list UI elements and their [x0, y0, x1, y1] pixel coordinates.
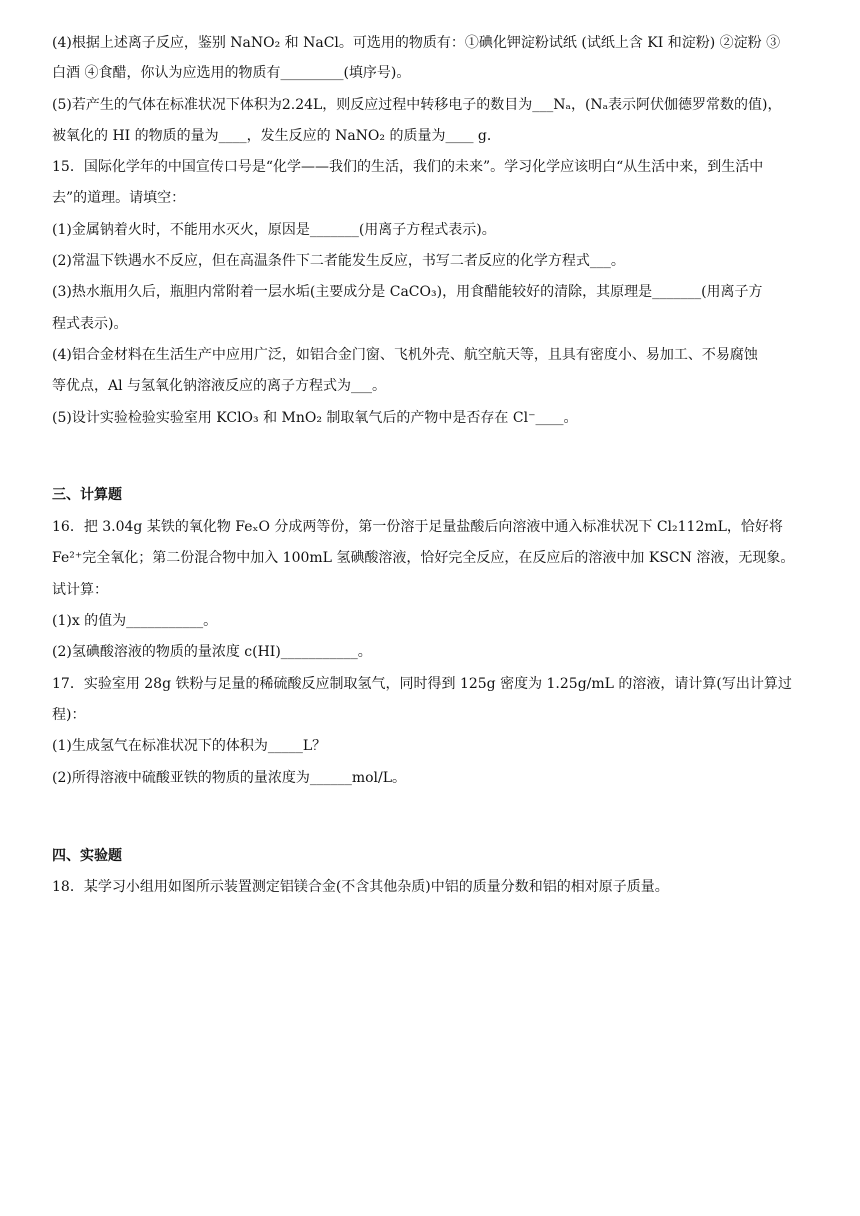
question-15-part-4-line-2: 等优点，Al 与氢氧化钠溶液反应的离子方程式为___。 — [52, 378, 387, 394]
question-16-line-3: 试计算： — [52, 582, 108, 598]
question-16-part-2: (2)氢碘酸溶液的物质的量浓度 c(HI)___________。 — [52, 644, 372, 660]
question-17-part-1: (1)生成氢气在标准状况下的体积为_____L？ — [52, 738, 327, 754]
question-15-part-3-line-1: (3)热水瓶用久后，瓶胆内常附着一层水垢(主要成分是 CaCO₃)，用食醋能较好的清除，其原理是_______(用离子方 — [52, 284, 763, 300]
section-heading-experiment: 四、实验题 — [52, 848, 122, 864]
question-15-part-3-line-2: 程式表示)。 — [52, 316, 128, 332]
section-heading-calculation: 三、计算题 — [52, 487, 122, 503]
question-17-line-1: 17．实验室用 28g 铁粉与足量的稀硫酸反应制取氢气，同时得到 125g 密度为 1.25g/mL 的溶液，请计算(写出计算过 — [52, 676, 792, 692]
question-16-line-2: Fe²⁺完全氧化；第二份混合物中加入 100mL 氢碘酸溶液，恰好完全反应，在反应后的溶液中加 KSCN 溶液，无现象。 — [52, 550, 795, 566]
question-17-part-2: (2)所得溶液中硫酸亚铁的物质的量浓度为______mol/L。 — [52, 770, 407, 786]
question-15-part-1: (1)金属钠着火时，不能用水灭火，原因是_______(用离子方程式表示)。 — [52, 222, 496, 238]
question-14-part-4-line-2: 白酒 ④食醋，你认为应选用的物质有_________(填序号)。 — [52, 65, 411, 81]
question-15-intro-line-2: 去”的道理。请填空： — [52, 190, 186, 206]
question-15-part-5: (5)设计实验检验实验室用 KClO₃ 和 MnO₂ 制取氧气后的产物中是否存在 Cl⁻____。 — [52, 410, 578, 426]
question-14-part-4-line-1: (4)根据上述离子反应，鉴别 NaNO₂ 和 NaCl。可选用的物质有：①碘化钾淀粉试纸 (试纸上含 KI 和淀粉) ②淀粉 ③ — [52, 35, 781, 51]
question-14-part-5-line-1: (5)若产生的气体在标准状况下体积为2.24L，则反应过程中转移电子的数目为___Nₐ，(Nₐ表示阿伏伽德罗常数的值)， — [52, 97, 782, 113]
question-16-line-1: 16．把 3.04g 某铁的氧化物 FeₓO 分成两等份，第一份溶于足量盐酸后向溶液中通入标准状况下 Cl₂112mL，恰好将 — [52, 519, 783, 535]
question-15-part-2: (2)常温下铁遇水不反应，但在高温条件下二者能发生反应，书写二者反应的化学方程式___。 — [52, 253, 625, 269]
question-14-part-5-line-2: 被氧化的 HI 的物质的量为____，发生反应的 NaNO₂ 的质量为____ g． — [52, 128, 501, 144]
question-18: 18．某学习小组用如图所示装置测定铝镁合金(不含其他杂质)中铝的质量分数和铝的相对原子质量。 — [52, 879, 669, 895]
question-15-intro-line-1: 15．国际化学年的中国宣传口号是“化学——我们的生活，我们的未来”。学习化学应该明白“从生活中来，到生活中 — [52, 159, 764, 175]
question-17-line-2: 程)： — [52, 707, 86, 723]
question-16-part-1: (1)x 的值为___________。 — [52, 613, 218, 629]
question-15-part-4-line-1: (4)铝合金材料在生活生产中应用广泛，如铝合金门窗、飞机外壳、航空航天等，且具有密度小、易加工、不易腐蚀 — [52, 347, 758, 363]
